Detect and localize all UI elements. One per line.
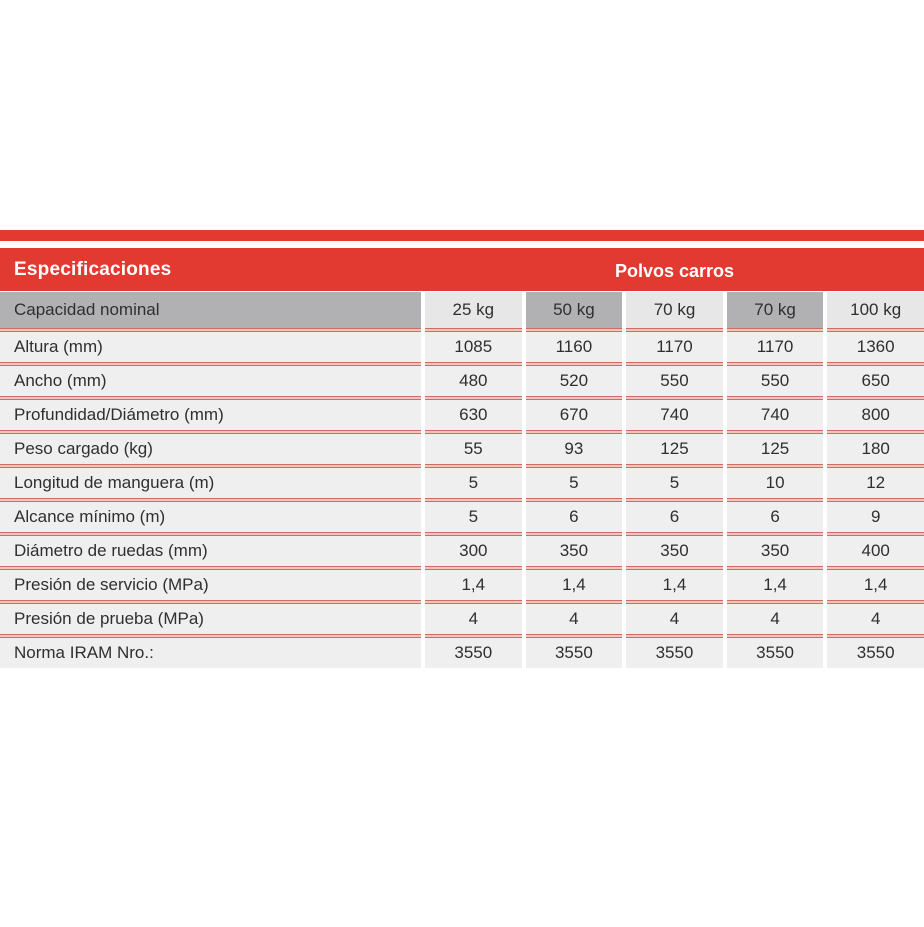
spec-value-cell: 630 — [425, 400, 522, 430]
table-title: Especificaciones — [14, 258, 172, 280]
spec-value-cell: 3550 — [425, 638, 522, 668]
spec-value-cell: 5 — [425, 468, 522, 498]
spec-value-cell: 670 — [526, 400, 623, 430]
table-group-title: Polvos carros — [614, 261, 735, 281]
spec-value-cell: 6 — [727, 502, 824, 532]
spec-value-cell: 5 — [425, 502, 522, 532]
value-column — [526, 292, 623, 668]
spec-value-cell: 350 — [727, 536, 824, 566]
spec-value-cell: 740 — [626, 400, 723, 430]
spec-row-label: Profundidad/Diámetro (mm) — [0, 400, 421, 430]
spec-value-cell: 1170 — [727, 332, 824, 362]
spec-value-cell: 1160 — [526, 332, 623, 362]
spec-row-label: Presión de prueba (MPa) — [0, 604, 421, 634]
spec-value-cell: 1,4 — [626, 570, 723, 600]
spec-value-cell: 1,4 — [526, 570, 623, 600]
capacity-header-cell: 70 kg — [727, 292, 824, 328]
spec-value-cell: 4 — [526, 604, 623, 634]
value-column — [425, 292, 522, 668]
spec-value-cell: 1170 — [626, 332, 723, 362]
capacity-header-cell: 25 kg — [425, 292, 522, 328]
capacity-header-cell: 100 kg — [827, 292, 924, 328]
value-column — [827, 292, 924, 668]
spec-row-label: Norma IRAM Nro.: — [0, 638, 421, 668]
spec-value-cell: 3550 — [526, 638, 623, 668]
spec-value-cell: 1085 — [425, 332, 522, 362]
spec-value-cell: 4 — [626, 604, 723, 634]
spec-row-label: Alcance mínimo (m) — [0, 502, 421, 532]
spec-value-cell: 520 — [526, 366, 623, 396]
spec-value-cell: 550 — [727, 366, 824, 396]
capacity-row-label: Capacidad nominal — [0, 292, 421, 328]
spec-value-cell: 6 — [626, 502, 723, 532]
spec-value-cell: 9 — [827, 502, 924, 532]
spec-value-cell: 10 — [727, 468, 824, 498]
spec-value-cell: 12 — [827, 468, 924, 498]
spec-row-label: Presión de servicio (MPa) — [0, 570, 421, 600]
spec-value-cell: 5 — [526, 468, 623, 498]
spec-value-cell: 5 — [626, 468, 723, 498]
spec-value-cell: 4 — [425, 604, 522, 634]
spec-value-cell: 6 — [526, 502, 623, 532]
spec-value-cell: 400 — [827, 536, 924, 566]
spec-row-label: Diámetro de ruedas (mm) — [0, 536, 421, 566]
spec-row-label: Longitud de manguera (m) — [0, 468, 421, 498]
spec-value-cell: 125 — [626, 434, 723, 464]
spec-table — [0, 230, 924, 668]
spec-value-cell: 125 — [727, 434, 824, 464]
spec-value-cell: 55 — [425, 434, 522, 464]
spec-value-cell: 480 — [425, 366, 522, 396]
capacity-header-cell: 50 kg — [526, 292, 623, 328]
spec-value-cell: 740 — [727, 400, 824, 430]
spec-value-cell: 350 — [526, 536, 623, 566]
spec-grid — [0, 292, 924, 668]
spec-value-cell: 1,4 — [425, 570, 522, 600]
spec-value-cell: 800 — [827, 400, 924, 430]
value-column — [626, 292, 723, 668]
label-column — [0, 292, 421, 668]
spec-value-cell: 4 — [727, 604, 824, 634]
spec-value-cell: 1,4 — [727, 570, 824, 600]
spec-value-cell: 650 — [827, 366, 924, 396]
spec-value-cell: 4 — [827, 604, 924, 634]
spec-value-cell: 300 — [425, 536, 522, 566]
spec-value-cell: 350 — [626, 536, 723, 566]
spec-row-label: Peso cargado (kg) — [0, 434, 421, 464]
capacity-header-cell: 70 kg — [626, 292, 723, 328]
spec-value-cell: 3550 — [827, 638, 924, 668]
spec-row-label: Ancho (mm) — [0, 366, 421, 396]
spec-value-cell: 3550 — [626, 638, 723, 668]
table-header-bar — [0, 248, 924, 291]
spec-value-cell: 93 — [526, 434, 623, 464]
spec-value-cell: 1360 — [827, 332, 924, 362]
spec-value-cell: 1,4 — [827, 570, 924, 600]
spec-value-cell: 3550 — [727, 638, 824, 668]
spec-value-cell: 180 — [827, 434, 924, 464]
table-top-accent-bar — [0, 230, 924, 241]
spec-value-cell: 550 — [626, 366, 723, 396]
spec-row-label: Altura (mm) — [0, 332, 421, 362]
value-column — [727, 292, 824, 668]
